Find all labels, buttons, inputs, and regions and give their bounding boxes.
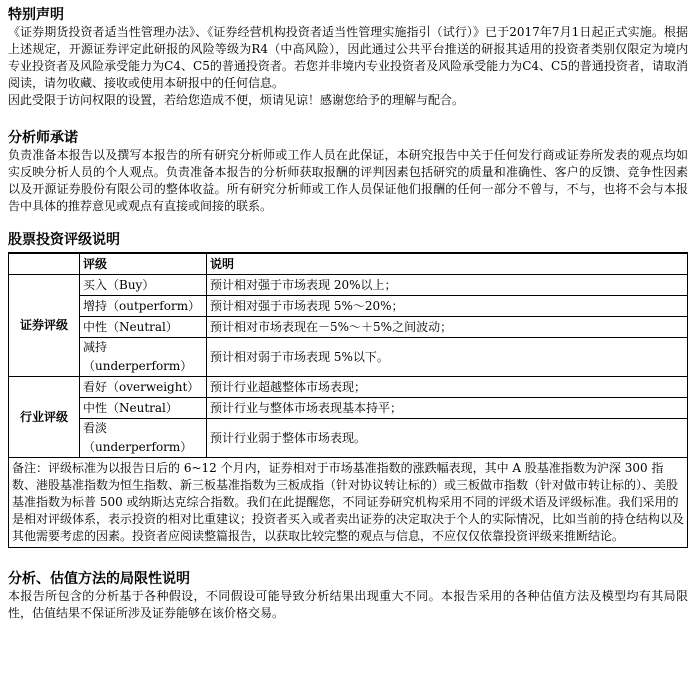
rating-level: 买入（Buy） xyxy=(80,275,207,296)
rating-level: 增持（outperform） xyxy=(80,296,207,317)
rating-description: 预计行业超越整体市场表现； xyxy=(207,377,688,398)
rating-description: 预计相对强于市场表现 20%以上； xyxy=(207,275,688,296)
special-statement-paragraph-2: 因此受限于访问权限的设置，若给您造成不便，烦请见谅！感谢您给予的理解与配合。 xyxy=(8,93,465,107)
analyst-commitment-paragraph: 负责准备本报告以及撰写本报告的所有研究分析师或工作人员在此保证，本研究报告中关于任何发行商或证券所发表的观点均如实反映分析人员的个人观点。负责准备本报告的分析师获取报酬的评判因素包括研究的质量和准确性、客户的反馈、竞争性因素以及开源证券股份有限公司的整体收益。所有研究分析师或工作人员保证他们报酬的任何一部分不曾与，不与，也将不会与本报告中具体的推荐意见或观点有直接或间接的联系。 xyxy=(8,148,688,213)
valuation-limits-paragraph: 本报告所包含的分析基于各种假设，不同假设可能导致分析结果出现重大不同。本报告采用的各种估值方法及模型均有其局限性，估值结果不保证所涉及证券能够在该价格交易。 xyxy=(8,589,688,620)
rating-description: 预计行业与整体市场表现基本持平； xyxy=(207,398,688,419)
valuation-limits-section xyxy=(8,570,688,622)
analyst-commitment-title: 分析师承诺 xyxy=(8,130,78,146)
blank-header-cell xyxy=(9,253,80,275)
rating-level: 中性（Neutral） xyxy=(80,398,207,419)
group-industry-rating: 行业评级 xyxy=(9,377,80,458)
group-securities-rating: 证券评级 xyxy=(9,275,80,377)
rating-table xyxy=(8,252,688,548)
rating-description: 预计相对弱于市场表现 5%以下。 xyxy=(207,338,688,377)
header-level: 评级 xyxy=(80,253,207,275)
table-row xyxy=(9,296,688,317)
valuation-limits-title: 分析、估值方法的局限性说明 xyxy=(8,571,190,587)
rating-note: 备注：评级标准为以报告日后的 6~12 个月内，证券相对于市场基准指数的涨跌幅表现，其中 A 股基准指数为沪深 300 指数、港股基准指数为恒生指数、新三板基准指数为三板成指（针对协议转让标的）或三板做市指数（针对做市转让标的）、美股基准指数为标普 500 或纳斯达克综合指数。我们在此提醒您，不同证券研究机构采用不同的评级术语及评级标准。我们采用的是相对评级体系，表示投资的相对比重建议；投资者买入或者卖出证券的决定取决于个人的实际情况，比如当前的持仓结构以及其他需要考虑的因素。投资者应阅读整篇报告，以获取比较完整的观点与信息，不应仅仅依靠投资评级来推断结论。 xyxy=(9,458,688,548)
rating-note-row xyxy=(9,458,688,548)
rating-level: 看淡（underperform） xyxy=(80,419,207,458)
table-row xyxy=(9,377,688,398)
header-description: 说明 xyxy=(207,253,688,275)
rating-level: 中性（Neutral） xyxy=(80,317,207,338)
table-row xyxy=(9,398,688,419)
rating-title: 股票投资评级说明 xyxy=(8,232,120,248)
table-row xyxy=(9,338,688,377)
special-statement-paragraph-1: 《证券期货投资者适当性管理办法》、《证券经营机构投资者适当性管理实施指引（试行）》已于2017年7月1日起正式实施。根据上述规定，开源证券评定此研报的风险等级为R4（中高风险），因此通过公共平台推送的研报其适用的投资者类别仅限定为境内专业投资者及风险承受能力为C4、C5的普通投资者。若您并非境内专业投资者及风险承受能力为C4、C5的普通投资者，请取消阅读，请勿收藏、接收或使用本研报中的任何信息。 xyxy=(8,25,688,90)
rating-description: 预计行业弱于整体市场表现。 xyxy=(207,419,688,458)
table-row xyxy=(9,317,688,338)
analyst-commitment-section xyxy=(8,129,688,215)
rating-header-row xyxy=(9,253,688,275)
table-row xyxy=(9,419,688,458)
special-statement-title: 特别声明 xyxy=(8,7,64,23)
table-row xyxy=(9,275,688,296)
rating-description: 预计相对强于市场表现 5%～20%； xyxy=(207,296,688,317)
rating-level: 看好（overweight） xyxy=(80,377,207,398)
special-statement-section xyxy=(8,6,688,109)
rating-level: 减持（underperform） xyxy=(80,338,207,377)
rating-section xyxy=(8,231,688,548)
rating-description: 预计相对市场表现在－5%～＋5%之间波动； xyxy=(207,317,688,338)
